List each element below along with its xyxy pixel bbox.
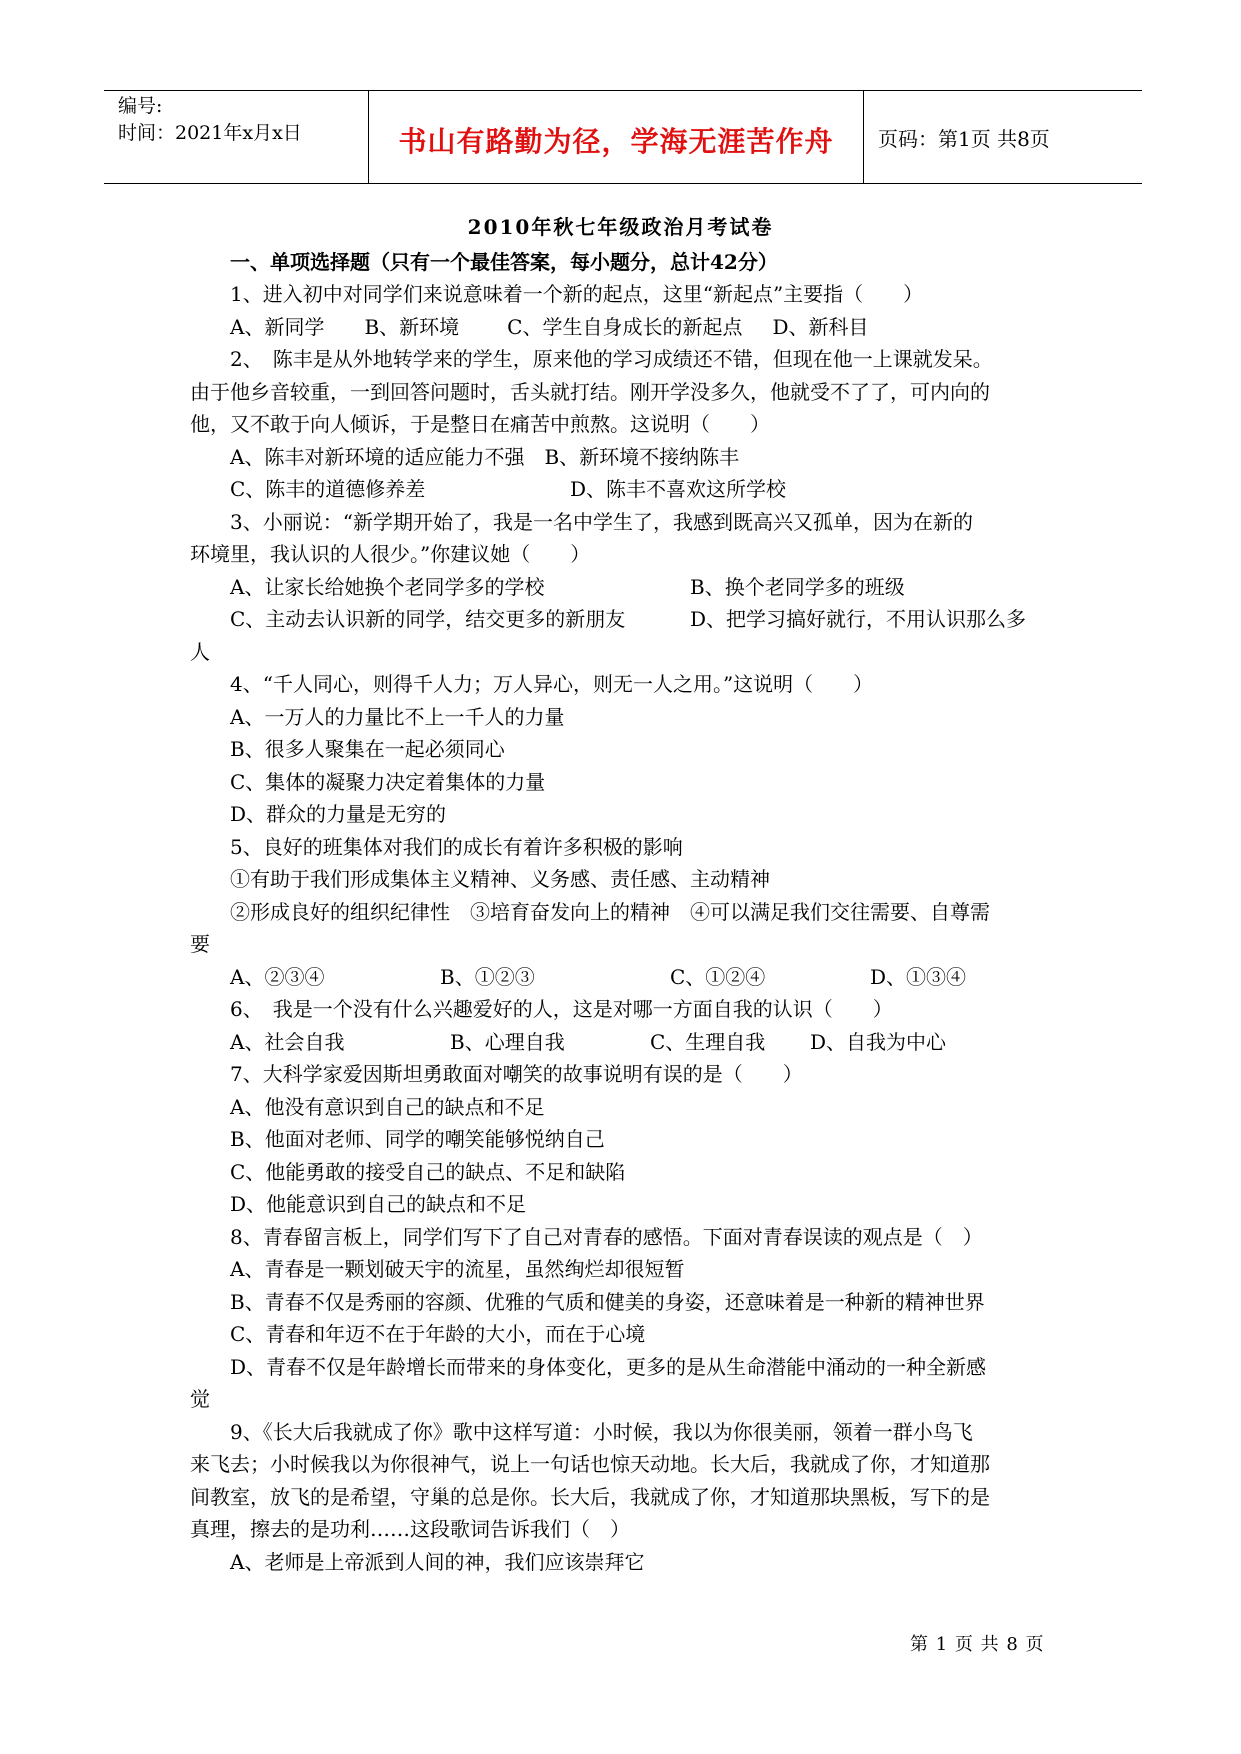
- q1-option-c: C、学生自身成长的新起点: [507, 314, 743, 339]
- q6-option-a: A、社会自我: [230, 1029, 345, 1054]
- question-2-options-row: [190, 441, 1062, 474]
- question-9-stem-line: 间教室，放飞的是希望，守巢的总是你。长大后，我就成了你，才知道那块黑板，写下的是: [190, 1484, 990, 1509]
- q2-option-d: D、陈丰不喜欢这所学校: [570, 477, 787, 501]
- question-5-items-line: ②形成良好的组织纪律性 ③培育奋发向上的精神 ④可以满足我们交往需要、自尊需: [230, 899, 990, 924]
- header-right-cell: [864, 91, 1142, 183]
- q3-option-a: A、让家长给她换个老同学多的学校: [230, 574, 545, 599]
- q6-option-d: D、自我为中心: [810, 1029, 947, 1054]
- q5-option-b: B、①②③: [440, 964, 535, 989]
- question-1-options: [190, 311, 1062, 344]
- page-number-label: 页码：第1页 共8页: [878, 126, 1050, 151]
- q5-option-a: A、②③④: [230, 964, 325, 989]
- question-9-stem-line: 来飞去；小时候我以为你很神气，说上一句话也惊天动地。长大后，我就成了你，才知道那: [190, 1452, 990, 1476]
- question-body: [190, 278, 1062, 1578]
- q5-option-c: C、①②④: [670, 964, 766, 989]
- question-4-stem: 4、“千人同心，则得千人力；万人异心，则无一人之用。”这说明（ ）: [230, 672, 874, 696]
- q1-option-a: A、新同学: [230, 314, 325, 339]
- question-3-options-row: [190, 603, 1062, 636]
- q9-option-a: A、老师是上帝派到人间的神，我们应该崇拜它: [230, 1549, 645, 1574]
- document-time-label: 时间：2021年x月x日: [118, 122, 302, 144]
- q7-option-d: D、他能意识到自己的缺点和不足: [230, 1192, 527, 1216]
- q8-option-b: B、青春不仅是秀丽的容颜、优雅的气质和健美的身姿，还意味着是一种新的精神世界: [230, 1289, 985, 1314]
- question-5-items-line: ①有助于我们形成集体主义精神、义务感、责任感、主动精神: [230, 867, 770, 891]
- q2-option-b: B、新环境不接纳陈丰: [544, 444, 740, 469]
- question-3-options-row: [190, 571, 1062, 604]
- q4-option-c: C、集体的凝聚力决定着集体的力量: [230, 769, 546, 794]
- question-5-items-wrap: 要: [190, 932, 210, 956]
- q6-option-c: C、生理自我: [650, 1029, 766, 1054]
- q4-option-a: A、一万人的力量比不上一千人的力量: [230, 704, 565, 729]
- header-motto-cell: [368, 91, 864, 183]
- q8-option-d: D、青春不仅是年龄增长而带来的身体变化，更多的是从生命潜能中涌动的一种全新感: [230, 1354, 987, 1379]
- q8-option-a: A、青春是一颗划破天宇的流星，虽然绚烂却很短暂: [230, 1257, 685, 1281]
- question-5-stem: 5、良好的班集体对我们的成长有着许多积极的影响: [230, 834, 683, 859]
- question-3-stem-line: 3、小丽说：“新学期开始了，我是一名中学生了，我感到既高兴又孤单，因为在新的: [230, 509, 973, 534]
- q1-option-b: B、新环境: [364, 314, 460, 339]
- q3-option-d: D、把学习搞好就行，不用认识那么多: [690, 607, 1027, 631]
- question-9-stem-line: 9、《长大后我就成了你》歌中这样写道：小时候，我以为你很美丽，领着一群小鸟飞: [230, 1419, 973, 1444]
- question-2-stem-line: 2、 陈丰是从外地转学来的学生，原来他的学习成绩还不错，但现在他一上课就发呆。: [230, 347, 993, 371]
- q5-option-d: D、①③④: [870, 964, 967, 989]
- question-2-stem-line: 由于他乡音较重，一到回答问题时，舌头就打结。刚开学没多久，他就受不了了，可内向的: [190, 379, 990, 404]
- q7-option-c: C、他能勇敢的接受自己的缺点、不足和缺陷: [230, 1159, 626, 1184]
- question-6-options-row: [190, 1026, 1062, 1059]
- q4-option-d: D、群众的力量是无穷的: [230, 802, 447, 826]
- question-5-options-row: [190, 961, 1062, 994]
- q3-option-b: B、换个老同学多的班级: [690, 574, 905, 599]
- question-9-stem-line: 真理，擦去的是功利……这段歌词告诉我们（ ）: [190, 1517, 630, 1541]
- question-1-stem: 1、进入初中对同学们来说意味着一个新的起点，这里“新起点”主要指（ ）: [230, 282, 924, 306]
- question-2-options-row: [190, 473, 1062, 506]
- q1-option-d: D、新科目: [772, 314, 869, 339]
- q6-option-b: B、心理自我: [450, 1029, 565, 1054]
- header-left-cell: [104, 91, 368, 185]
- header-table: [104, 90, 1142, 184]
- question-3-stem-line: 环境里，我认识的人很少。”你建议她（ ）: [190, 542, 591, 566]
- question-6-stem: 6、 我是一个没有什么兴趣爱好的人，这是对哪一方面自我的认识（ ）: [230, 997, 893, 1021]
- question-7-stem: 7、大科学家爱因斯坦勇敢面对嘲笑的故事说明有误的是（ ）: [230, 1062, 803, 1086]
- q2-option-a: A、陈丰对新环境的适应能力不强: [230, 444, 525, 469]
- document-number-label: 编号:: [118, 95, 163, 117]
- q3-option-c: C、主动去认识新的同学，结交更多的新朋友: [230, 607, 626, 631]
- motto-text: 书山有路勤为径，学海无涯苦作舟: [398, 125, 834, 158]
- question-3-option-wrap: 人: [190, 639, 210, 664]
- question-8-stem: 8、青春留言板上，同学们写下了自己对青春的感悟。下面对青春误读的观点是（ ）: [230, 1224, 983, 1249]
- question-8-option-wrap: 觉: [190, 1387, 210, 1411]
- q7-option-a: A、他没有意识到自己的缺点和不足: [230, 1094, 545, 1119]
- page-footer: 第 1 页 共 8 页: [910, 1634, 1045, 1655]
- q2-option-c: C、陈丰的道德修养差: [230, 477, 426, 501]
- q4-option-b: B、很多人聚集在一起必须同心: [230, 737, 505, 761]
- question-2-stem-line: 他，又不敢于向人倾诉，于是整日在痛苦中煎熬。这说明（ ）: [190, 412, 770, 436]
- q7-option-b: B、他面对老师、同学的嘲笑能够悦纳自己: [230, 1127, 605, 1151]
- q8-option-c: C、青春和年迈不在于年龄的大小，而在于心境: [230, 1322, 646, 1346]
- document-title: 2010年秋七年级政治月考试卷: [467, 215, 774, 239]
- section-title: 一、单项选择题（只有一个最佳答案，每小题分，总计42分）: [230, 250, 778, 274]
